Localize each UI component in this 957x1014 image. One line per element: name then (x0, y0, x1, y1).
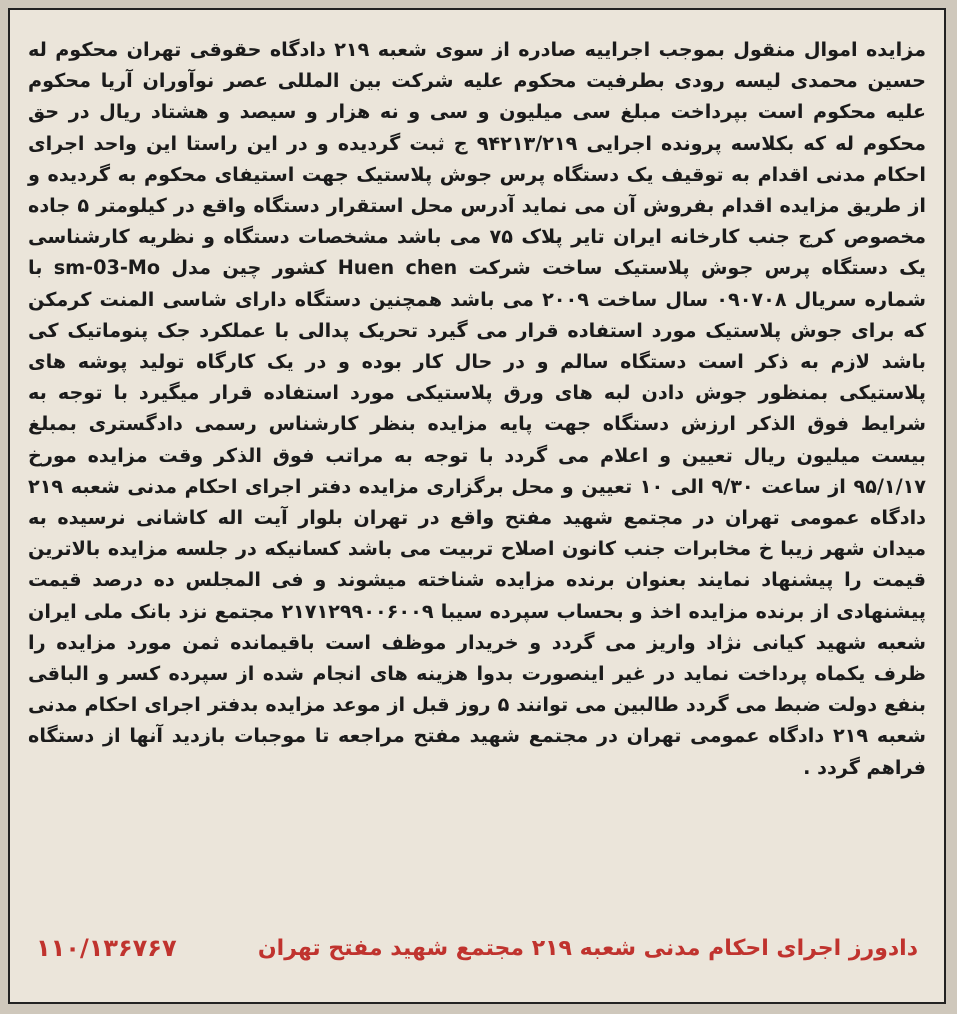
notice-reference-number: ۱۱۰/۱۳۶۷۶۷ (36, 934, 177, 962)
notice-signature: دادورز اجرای احکام مدنی شعبه ۲۱۹ مجتمع شهید مفتح تهران (257, 935, 918, 961)
legal-notice (8, 8, 946, 1004)
notice-body-text: مزایده اموال منقول بموجب اجراییه صادره از سوی شعبه ۲۱۹ دادگاه حقوقی تهران محکوم له حسین محمدی لیسه رودی بطرفیت محکوم علیه شرکت بین المللی عصر نوآوران آریا محکوم علیه محکوم است بپرداخت مبلغ سی میلیون و سی و نه هزار و سیصد و هشتاد ریال در حق محکوم له که بکلاسه پرونده اجرایی ۹۴۲۱۳/۲۱۹ ج ثبت گردیده و در این راستا این واحد اجرای احکام مدنی اقدام به توقیف یک دستگاه پرس جوش پلاستیک جهت استیفای محکوم به گردیده و از طریق مزایده اقدام بفروش آن می نماید آدرس محل استقرار دستگاه واقع در کیلومتر ۵ جاده مخصوص کرج جنب کارخانه ایران تایر پلاک ۷۵ می باشد مشخصات دستگاه و نظریه کارشناسی یک دستگاه پرس جوش پلاستیک ساخت شرکت Huen chen کشور چین مدل sm-03-Mo با شماره سریال ۰۹۰۷۰۸ سال ساخت ۲۰۰۹ می باشد همچنین دستگاه دارای شاسی المنت کرمکن که برای جوش پلاستیک مورد استفاده قرار می گیرد تحریک پدالی با عملکرد جک پنوماتیک کی باشد لازم به ذکر است دستگاه سالم و در حال کار بوده و در یک کارگاه تولید پوشه های پلاستیکی بمنظور جوش دادن لبه های ورق پلاستیکی مورد استفاده قرار میگیرد با توجه به شرایط فوق الذکر ارزش دستگاه جهت پایه مزایده بنظر کارشناس رسمی دادگستری بمبلغ بیست میلیون ریال تعیین و اعلام می گردد با توجه به مراتب فوق الذکر وقت مزایده مورخ ۹۵/۱/۱۷ از ساعت ۹/۳۰ الی ۱۰ تعیین و محل برگزاری مزایده دفتر اجرای احکام مدنی شعبه ۲۱۹ دادگاه عمومی تهران در مجتمع شهید مفتح واقع در تهران بلوار آیت اله کاشانی نرسیده به میدان شهر زیبا خ مخابرات جنب کانون اصلاح تربیت می باشد کسانیکه در جلسه مزایده بالاترین قیمت را پیشنهاد نمایند بعنوان برنده مزایده شناخته میشوند و فی المجلس ده درصد قیمت پیشنهادی از برنده مزایده اخذ و بحساب سپرده سیبا ۲۱۷۱۲۹۹۰۰۶۰۰۹ مجتمع نزد بانک ملی ایران شعبه شهید کیانی نژاد واریز می گردد و خریدار موظف است باقیمانده ثمن مورد مزایده را ظرف یکماه پرداخت نماید در غیر اینصورت بدوا هزینه های انجام شده از سپرده کسر و الباقی بنفع دولت ضبط می گردد طالبین می توانند ۵ روز قبل از موعد مزایده بدفتر اجرای احکام مدنی شعبه ۲۱۹ دادگاه عمومی تهران در مجتمع شهید مفتح مراجعه تا موجبات بازدید آنها از دستگاه فراهم گردد . (28, 38, 927, 779)
notice-content (20, 20, 934, 992)
notice-footer (36, 928, 918, 968)
